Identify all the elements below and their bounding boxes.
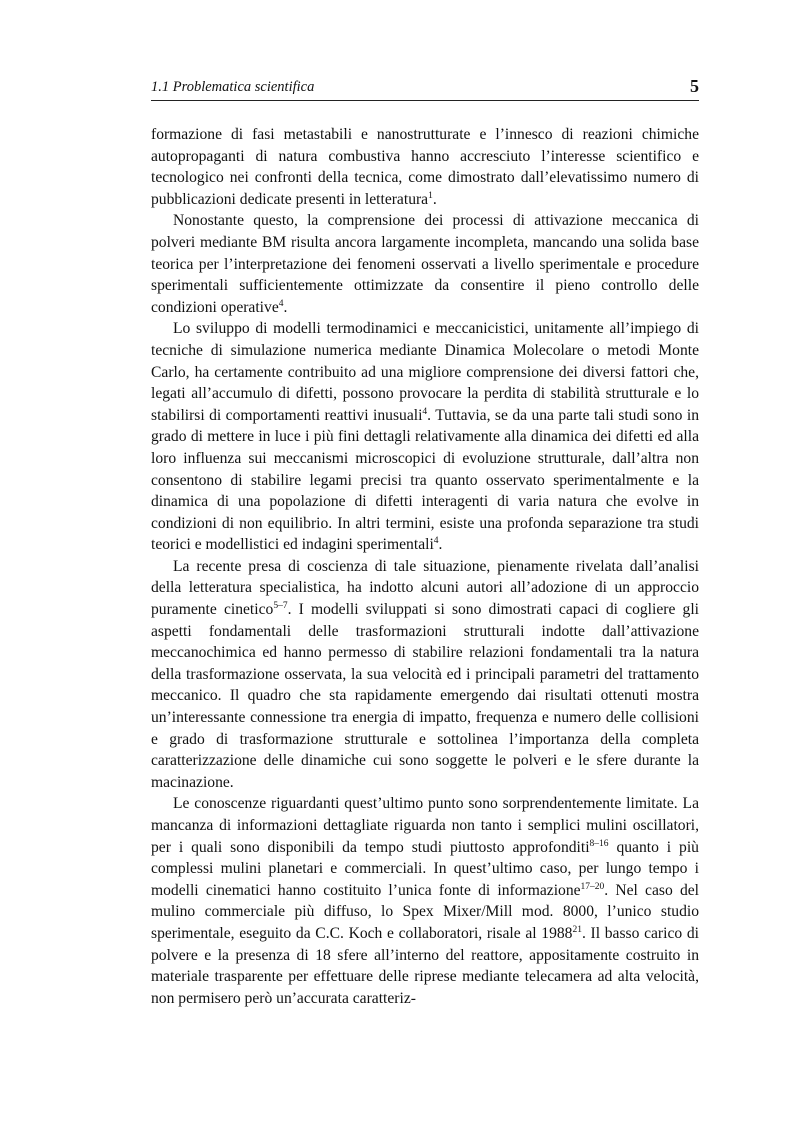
paragraph-2 bbox=[151, 210, 699, 318]
text-segment: Le conoscenze riguardanti quest’ultimo punto sono sorprendentemente limitate. La mancanza di informazioni dettagliate riguarda non tanto i semplici mulini oscillatori, per i quali sono disponibili da tempo studi piuttosto approfonditi bbox=[151, 795, 699, 856]
citation-superscript: 1 bbox=[428, 190, 433, 201]
text-segment: Nonostante questo, la comprensione dei processi di attivazione meccanica di polveri mediante BM risulta ancora largamente incompleta, mancando una solida base teorica per l’interpretazione dei fenomeni osservati a livello sperimentale e procedure sperimentali sufficientemente ottimizzate da consentire il pieno controllo delle condizioni operative bbox=[151, 212, 699, 316]
page-number: 5 bbox=[690, 76, 699, 96]
citation-superscript: 4 bbox=[433, 536, 439, 547]
citation-superscript: 8–16 bbox=[589, 838, 609, 849]
paragraph-1 bbox=[151, 124, 699, 210]
citation-superscript: 17–20 bbox=[580, 881, 605, 892]
text-segment: quanto i più complessi mulini planetari e commerciali. In quest’ultimo caso, per lungo tempo i modelli cinematici hanno costituito l’unica fonte di informazione bbox=[151, 838, 699, 899]
text-segment: . I modelli sviluppati si sono dimostrati capaci di cogliere gli aspetti fondamentali delle trasformazioni strutturali indotte dall’attivazione meccanochimica ed hanno permesso di stabilire relazioni fondamentali tra la natura della trasformazione osservata, la sua velocità ed i principali parametri del trattamento meccanico. Il quadro che sta rapidamente emergendo dai risultati ottenuti mostra un’interessante connessione tra energia di impatto, frequenza e numero delle collisioni e grado di trasformazione strutturale e sottolinea l’importanza della completa caratterizzazione delle dinamiche cui sono soggette le polveri e le sfere durante la macinazione. bbox=[151, 601, 699, 791]
text-segment: . bbox=[283, 298, 288, 316]
text-segment: . Il basso carico di polvere e la presenza di 18 sfere all’interno del reattore, appositamente costruito in materiale trasparente per effettuare delle riprese mediante telecamera ad alta velocità, non permisero però un’accurata caratteriz- bbox=[151, 924, 699, 1007]
paragraph-5 bbox=[151, 793, 699, 1009]
text-segment: . Nel caso del mulino commerciale più diffuso, lo Spex Mixer/Mill mod. 8000, l’unico studio sperimentale, eseguito da C.C. Koch e collaboratori, risale al 1988 bbox=[151, 881, 699, 942]
text-segment: formazione di fasi metastabili e nanostrutturate e l’innesco di reazioni chimiche autopropaganti di natura combustiva hanno accresciuto l’interesse scientifico e tecnologico nei confronti della tecnica, come dimostrato dall’elevatissimo numero di pubblicazioni dedicate presenti in letteratura bbox=[151, 126, 699, 208]
text-segment: La recente presa di coscienza di tale situazione, pienamente rivelata dall’analisi della letteratura specialistica, ha indotto alcuni autori all’adozione di un approccio puramente cinetico bbox=[151, 557, 699, 619]
paragraph-4 bbox=[151, 556, 699, 794]
citation-superscript: 4 bbox=[278, 298, 284, 309]
text-segment: Lo sviluppo di modelli termodinamici e meccanicistici, unitamente all’impiego di tecniche di simulazione numerica mediante Dinamica Molecolare o metodi Monte Carlo, ha certamente contribuito ad una migliore comprensione dei diversi fattori che, legati all’accumulo di difetti, possono provocare la perdita di stabilità strutturale e lo stabilirsi di comportamenti reattivi inusuali bbox=[151, 320, 699, 424]
body-text bbox=[151, 124, 699, 1009]
running-header bbox=[151, 76, 699, 101]
text-segment: . bbox=[432, 190, 437, 208]
citation-superscript: 4 bbox=[422, 406, 428, 417]
text-segment: . bbox=[438, 536, 443, 554]
section-title: 1.1 Problematica scientifica bbox=[151, 79, 315, 95]
citation-superscript: 5–7 bbox=[273, 601, 288, 612]
paragraph-3 bbox=[151, 318, 699, 556]
text-segment: . Tuttavia, se da una parte tali studi sono in grado di mettere in luce i più fini dettagli relativamente alla dinamica dei difetti ed alla loro influenza sui meccanismi microscopici di evoluzione strutturale, dall’altra non consentono di stabilire legami precisi tra quanto osservato sperimentalmente e la dinamica di una popolazione di difetti interagenti di varia natura che evolve in condizioni di non equilibrio. In altri termini, esiste una profonda separazione tra studi teorici e modellistici ed indagini sperimentali bbox=[151, 406, 700, 554]
citation-superscript: 21 bbox=[572, 924, 582, 935]
